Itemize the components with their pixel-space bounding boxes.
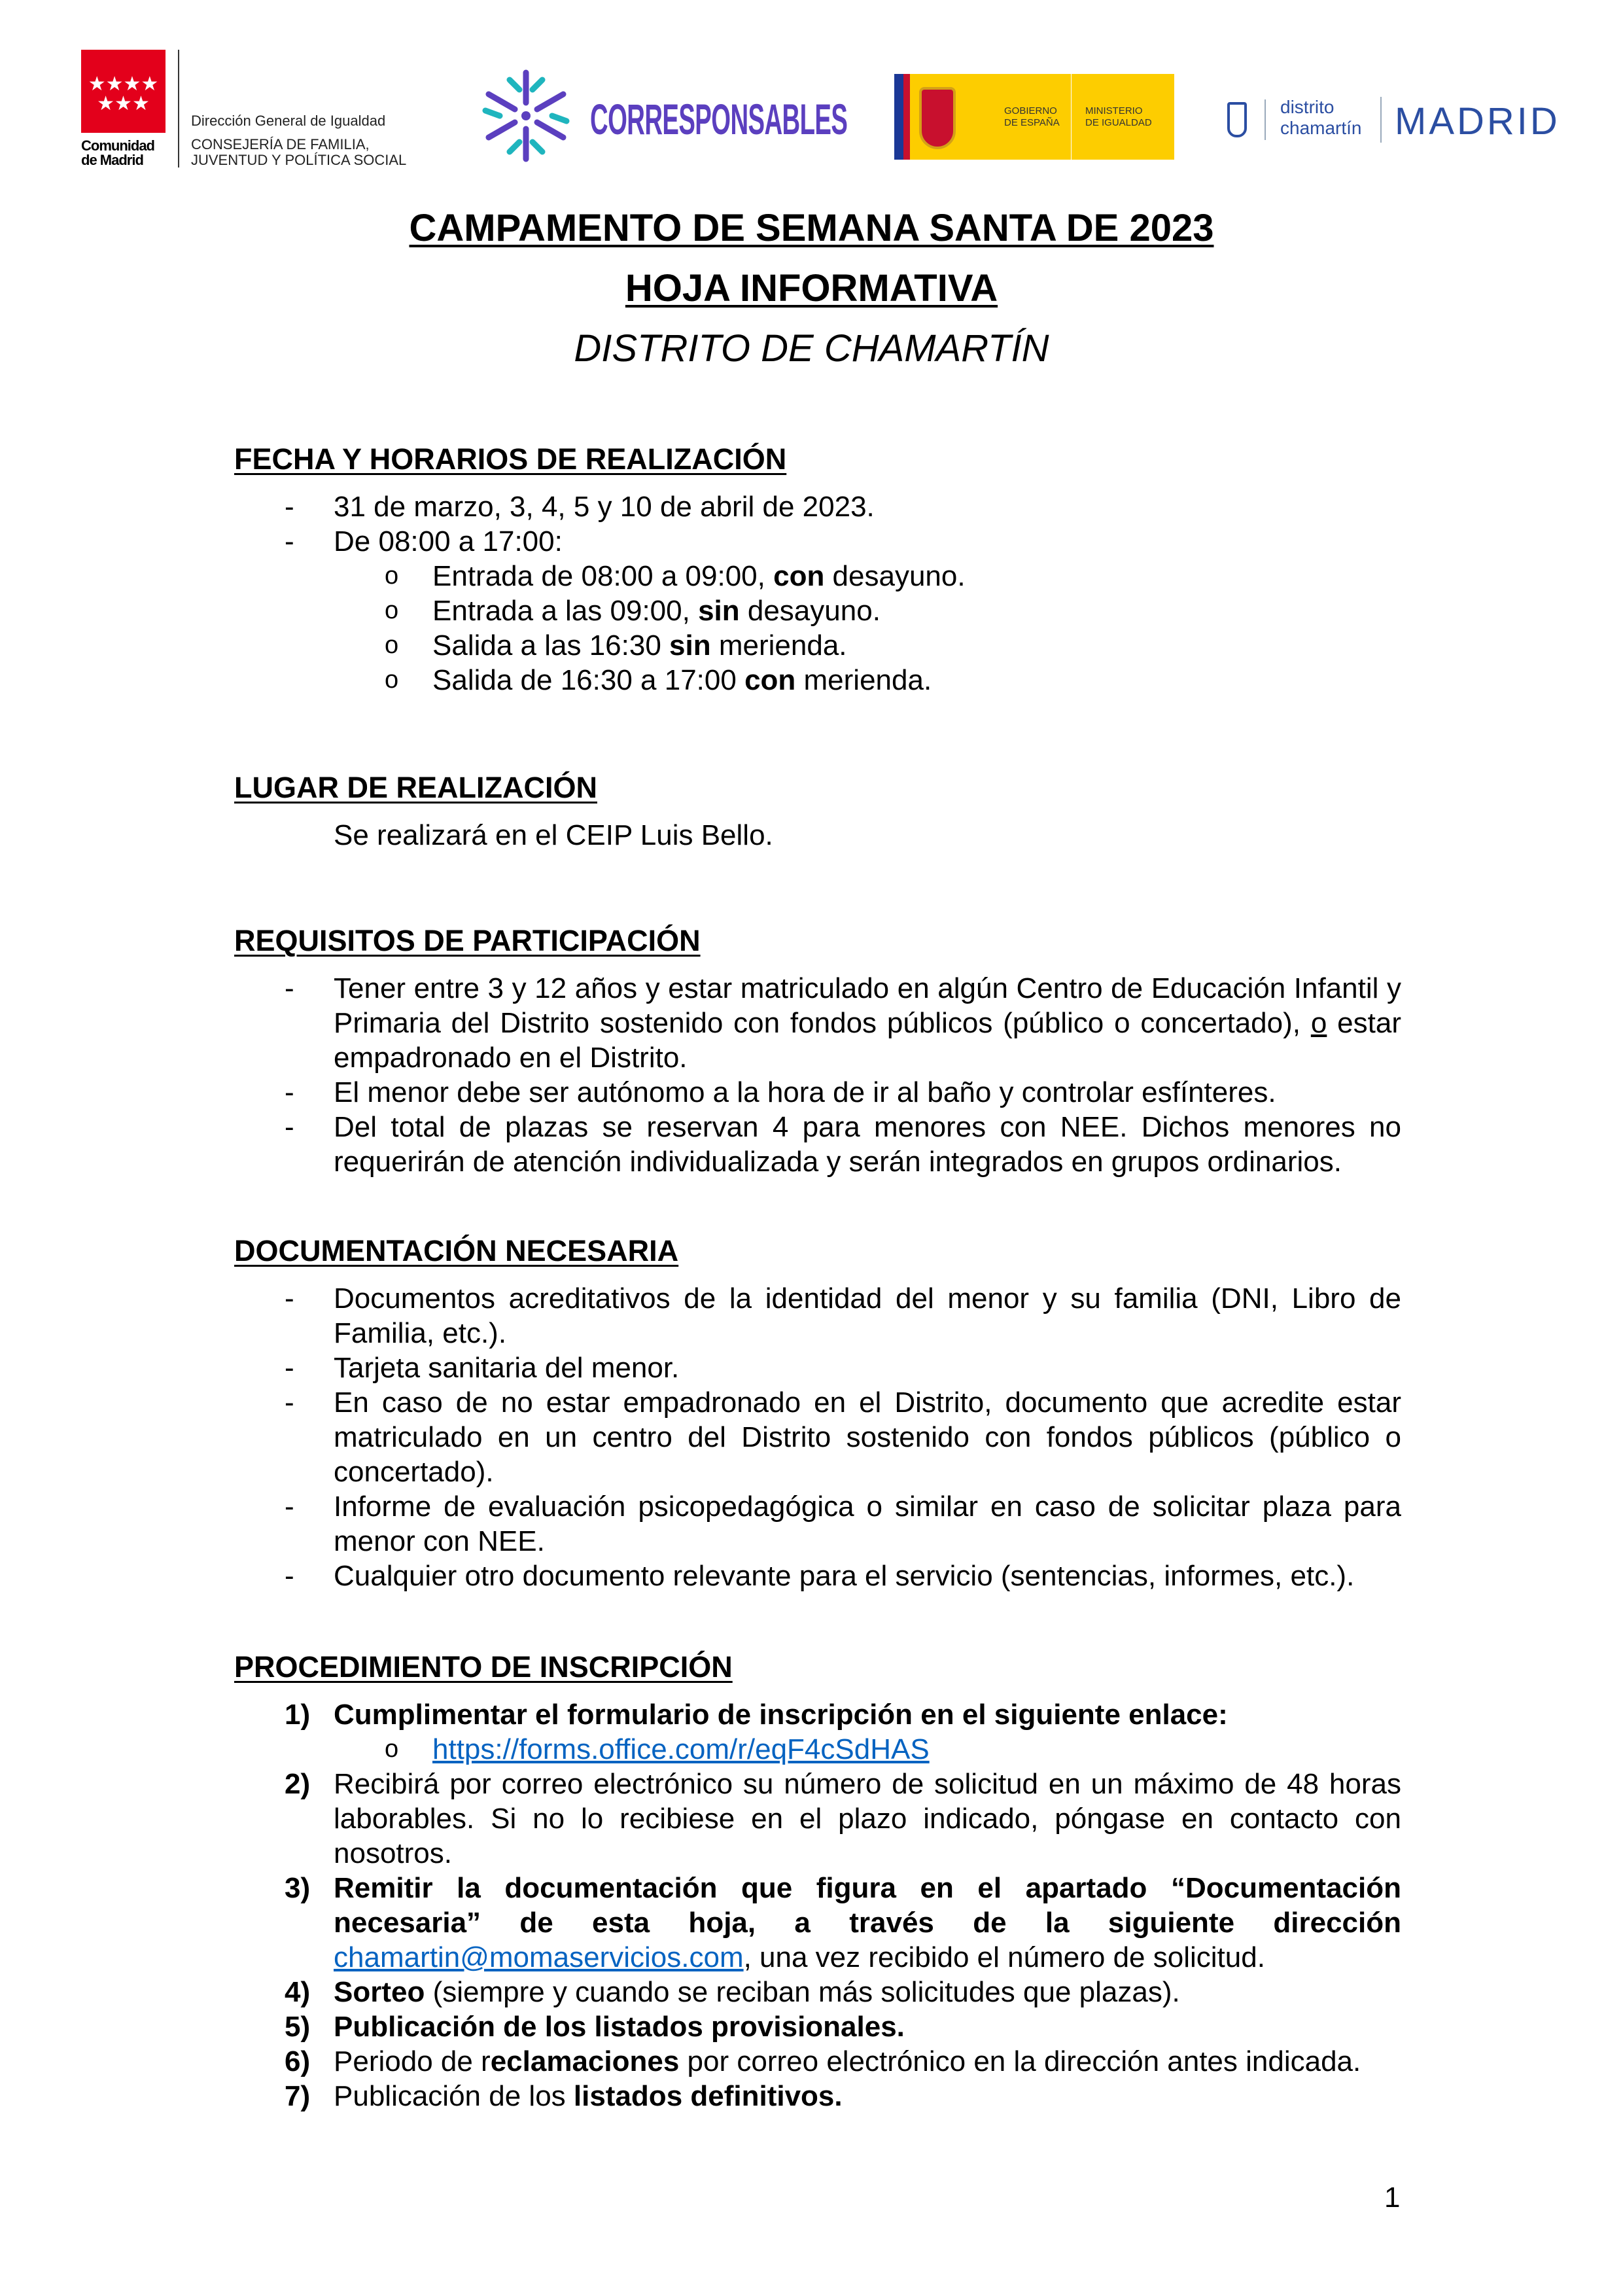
text-segment: Recibirá por correo electrónico su número de solicitud en un máximo de 48 horas laborables. Si no lo recibiese en el plazo indicado, póngase en contacto con nosotros. [334,1768,1401,1869]
text-segment: merienda. [795,664,932,696]
list-item [234,2009,1401,2044]
list-marker: o [385,562,399,590]
list-item [234,628,1401,663]
list-item [234,1697,1401,1732]
logo-text: CORRESPONSABLES [590,95,848,143]
text-segment: estar empadronado en el Distrito. [334,1007,1401,1074]
text-segment: En caso de no estar empadronado en el Distrito, documento que acredite estar matriculado en un centro del Distrito sostenido con fondos públicos (público o concertado). [334,1386,1401,1488]
coat-of-arms-icon [919,87,956,149]
section-heading: DOCUMENTACIÓN NECESARIA [234,1234,679,1267]
text-segment: eclamaciones [490,2045,680,2077]
logo-distrito-chamartin [1227,97,1560,143]
logo-divider [178,50,179,168]
text-segment: listados definitivos. [573,2080,843,2112]
logo-text: CONSEJERÍA DE FAMILIA, [191,136,370,152]
section-heading: FECHA Y HORARIOS DE REALIZACIÓN [234,442,787,476]
text-segment: Salida de 16:30 a 17:00 [432,664,745,696]
list-item [234,1075,1401,1110]
text-segment: o [1310,1007,1327,1039]
list-marker: - [285,972,294,1004]
list-marker: o [385,666,399,694]
list-item [234,1975,1401,2009]
text-segment: desayuno. [739,595,881,627]
list-item [234,1767,1401,1871]
list-item [234,593,1401,628]
text-segment: Remitir la documentación que figura en el apartado “Documentación necesaria” de esta hoja, a través de la siguiente dirección [334,1872,1401,1939]
list-marker: - [285,1386,294,1419]
logo-text: Comunidad [81,137,154,154]
logo-text: MINISTERIO [1085,105,1143,116]
text-segment: De 08:00 a 17:00: [334,525,563,557]
logo-comunidad-de-madrid [81,50,428,168]
text-segment: merienda. [710,629,847,662]
text-segment: por correo electrónico en la dirección antes indicada. [679,2045,1361,2077]
text-segment: Periodo de r [334,2045,491,2077]
text-segment: Se realizará en el CEIP Luis Bello. [334,819,773,851]
text-segment: Entrada de 08:00 a 09:00, [432,560,774,592]
section-body [234,489,1401,698]
text-segment: , una vez recibido el número de solicitud. [743,1941,1265,1973]
list-marker: 6) [285,2045,311,2077]
logo-text: GOBIERNO [1004,105,1057,116]
logo-text: DE ESPAÑA [1004,117,1060,128]
text-segment: sin [669,629,711,662]
section-body [234,1697,1401,2113]
text-segment: Tener entre 3 y 12 años y estar matriculado en algún Centro de Educación Infantil y Primaria del Distrito sostenido con fondos públicos (público o concertado), [334,972,1401,1039]
document-subtitle: HOJA INFORMATIVA [625,267,998,309]
list-item [234,524,1401,559]
logo-gobierno-de-espana [894,74,1174,160]
comunidad-red-flag: ★★★★ ★★★ [81,50,166,133]
list-marker: - [285,1076,294,1108]
logo-text: JUVENTUD Y POLÍTICA SOCIAL [191,152,407,168]
text-segment: 31 de marzo, 3, 4, 5 y 10 de abril de 2023. [334,491,875,523]
list-item [234,1281,1401,1351]
logo-corresponsables [480,69,846,164]
list-item [234,1559,1401,1593]
text-segment: Cualquier otro documento relevante para el servicio (sentencias, informes, etc.). [334,1560,1355,1592]
eu-strip [894,74,903,160]
text-segment: Sorteo [334,1976,425,2008]
list-item [234,559,1401,593]
section-heading: LUGAR DE REALIZACIÓN [234,771,597,804]
list-marker: - [285,1560,294,1592]
logo-text: chamartín [1280,118,1362,138]
list-marker: 2) [285,1768,311,1800]
list-marker: 4) [285,1976,311,2008]
list-item [234,1732,1401,1767]
list-item [234,1385,1401,1489]
logo-text: DE IGUALDAD [1085,117,1152,128]
text-segment: El menor debe ser autónomo a la hora de ir al baño y controlar esfínteres. [334,1076,1276,1108]
section-body [234,971,1401,1179]
list-marker: o [385,597,399,624]
text-segment: Publicación de los listados provisionales. [334,2011,905,2043]
list-marker: - [285,525,294,557]
list-item [234,2079,1401,2113]
list-item [234,1351,1401,1385]
section-body [234,1281,1401,1593]
list-item [234,1110,1401,1179]
list-marker: - [285,491,294,523]
logo-text: de Madrid [81,152,143,168]
text-segment: Informe de evaluación psicopedagógica o similar en caso de solicitar plaza para menor con NEE. [334,1491,1401,1557]
link[interactable]: https://forms.office.com/r/eqF4cSdHAS [432,1733,930,1765]
section-body [234,818,1401,853]
list-item [234,1489,1401,1559]
list-item [234,663,1401,698]
list-marker: - [285,1282,294,1315]
list-marker: 7) [285,2080,311,2112]
list-item [234,489,1401,524]
text-segment: Salida a las 16:30 [432,629,670,662]
section-heading: PROCEDIMIENTO DE INSCRIPCIÓN [234,1650,733,1684]
text-segment: desayuno. [824,560,966,592]
list-item [234,818,1401,853]
text-segment: sin [698,595,740,627]
list-marker: 3) [285,1872,311,1904]
logo-text: distrito [1280,97,1335,117]
text-segment: con [744,664,796,696]
logo-text: Dirección General de Igualdad [191,113,386,129]
text-segment: Publicación de los [334,2080,574,2112]
flag-strip [903,74,910,160]
text-segment: Documentos acreditativos de la identidad del menor y su familia (DNI, Libro de Familia, etc.). [334,1282,1401,1349]
list-item [234,971,1401,1075]
snowflake-icon [480,69,572,162]
text-segment: Cumplimentar el formulario de inscripción en el siguiente enlace: [334,1699,1228,1731]
district-title: DISTRITO DE CHAMARTÍN [574,327,1049,370]
list-marker: o [385,1735,399,1763]
list-marker: - [285,1111,294,1143]
text-segment: Del total de plazas se reservan 4 para menores con NEE. Dichos menores no requerirán de atención individualizada y serán integrados en grupos ordinarios. [334,1111,1401,1178]
page-number: 1 [1384,2181,1401,2214]
list-item [234,2044,1401,2079]
list-marker: - [285,1491,294,1523]
list-item [234,1871,1401,1975]
logo-text: MADRID [1395,100,1560,143]
document-title: CAMPAMENTO DE SEMANA SANTA DE 2023 [409,207,1214,249]
text-segment: con [773,560,825,592]
text-segment: Tarjeta sanitaria del menor. [334,1352,680,1384]
list-marker: 5) [285,2011,311,2043]
text-segment: (siempre y cuando se reciban más solicitudes que plazas). [425,1976,1180,2008]
list-marker: o [385,631,399,659]
section-heading: REQUISITOS DE PARTICIPACIÓN [234,924,701,957]
list-marker: - [285,1352,294,1384]
text-segment: Entrada a las 09:00, [432,595,699,627]
list-marker: 1) [285,1699,311,1731]
link[interactable]: chamartin@momaservicios.com [334,1941,744,1973]
madrid-shield-icon [1227,102,1247,137]
